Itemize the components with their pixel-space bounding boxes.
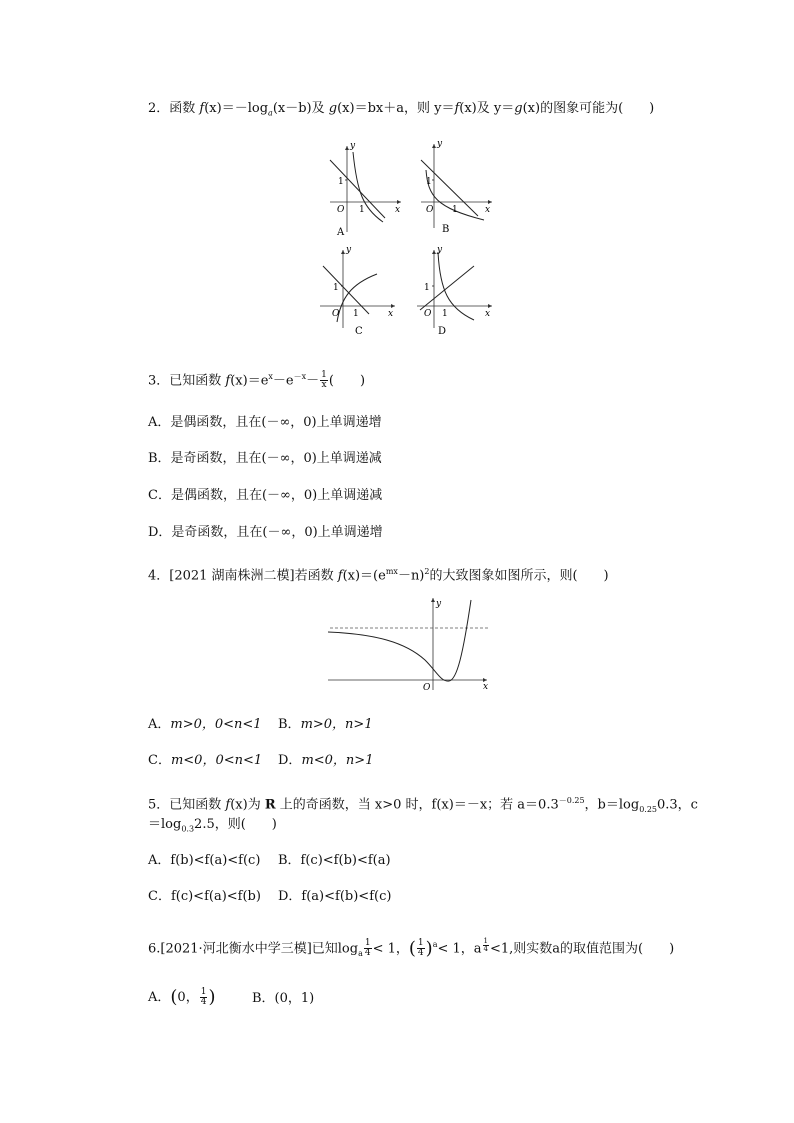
q2-b-label: B xyxy=(442,224,450,235)
q2-graph-a xyxy=(325,140,405,240)
svg-text:y: y xyxy=(346,246,352,255)
svg-text:y: y xyxy=(436,599,442,609)
svg-text:1: 1 xyxy=(333,283,339,293)
svg-text:O: O xyxy=(332,309,340,319)
q2-stem: 2．函数 $f(x)=-\log_a(x-b)$及 g(x)＝bx＋a，则 y＝f(x)及 y＝g(x)的图象可能为( ) xyxy=(148,101,655,118)
svg-text:O: O xyxy=(424,309,432,319)
svg-text:O: O xyxy=(337,205,345,215)
svg-text:y: y xyxy=(350,141,356,151)
svg-text:O: O xyxy=(426,205,434,215)
q4-option-a: A．m>0，0<n<1 xyxy=(148,717,262,732)
q5-option-d: D．f(a)<f(b)<f(c) xyxy=(278,889,392,904)
q4-option-d: D．m<0，n>1 xyxy=(278,753,374,768)
q3-fraction: $\frac{1}{x}$ xyxy=(321,370,327,391)
q3-option-a: A．是偶函数，且在(－∞，0)上单调递增 xyxy=(148,415,382,430)
q3-stem: 3．已知函数 $f(x)=e^x-e^{-x}-$ $\frac{1}{x}$ ( ) xyxy=(148,370,366,391)
svg-text:1: 1 xyxy=(452,205,458,215)
q4-option-c: C．m<0，0<n<1 xyxy=(148,753,263,768)
svg-text:1: 1 xyxy=(426,177,432,187)
q5-stem-line2: $=\log_{0.3}2.5$，则( ) xyxy=(148,817,277,834)
q2-c-label: C xyxy=(355,326,363,337)
svg-text:x: x xyxy=(485,205,491,215)
svg-text:1: 1 xyxy=(359,205,365,215)
q5-option-a: A．f(b)<f(a)<f(c) xyxy=(148,853,261,868)
svg-text:x: x xyxy=(483,682,489,692)
q5-option-c: C．f(c)<f(a)<f(b) xyxy=(148,889,261,904)
q4-graph xyxy=(325,594,495,694)
svg-text:O: O xyxy=(423,683,431,693)
svg-text:1: 1 xyxy=(424,283,430,293)
q6-option-b: B．(0，1) xyxy=(252,991,315,1006)
q3-option-b: B．是奇函数，且在(－∞，0)上单调递减 xyxy=(148,451,382,466)
q3-option-c: C．是偶函数，且在(－∞，0)上单调递减 xyxy=(148,488,383,503)
svg-text:x: x xyxy=(485,309,491,319)
q2-graph-b xyxy=(416,138,496,238)
q6-option-a: A．(0， $\frac{1}{4}$ ) xyxy=(148,986,216,1008)
q2-a-one: 1 xyxy=(338,177,344,187)
q4-option-b: B．m>0，n>1 xyxy=(278,717,373,732)
svg-text:1: 1 xyxy=(442,309,448,319)
q5-stem-line1: 5．已知函数 f(x)为 R 上的奇函数，当 x>0 时，f(x)＝－x；若 $a=0.3^{-0.25}$，$b=\log_{0.25}0.3$，c xyxy=(148,796,698,814)
svg-text:y: y xyxy=(437,139,443,149)
svg-text:y: y xyxy=(437,246,443,255)
q2-graph-c xyxy=(315,246,400,338)
svg-text:1: 1 xyxy=(353,309,359,319)
q2-graph-d xyxy=(412,246,497,338)
q2-d-label: D xyxy=(438,326,447,337)
q3-option-d: D．是奇函数，且在(－∞，0)上单调递增 xyxy=(148,525,383,540)
svg-text:x: x xyxy=(395,205,401,215)
q4-stem: 4．[2021 湖南株洲二模]若函数 $f(x)=(e^{mx}-n)^2$的大致图象如图所示，则( ) xyxy=(148,567,609,584)
q5-option-b: B．f(c)<f(b)<f(a) xyxy=(278,853,391,868)
svg-text:x: x xyxy=(388,309,394,319)
q6-stem: 6.[2021·河北衡水中学三模]已知$\log_a$ $\frac{1}{4}$ < 1，( $\frac{1}{4}$ )$^a$< 1，a $^{\frac{1}{4}}$ <1,则实数a的取值范围为( ) xyxy=(148,936,675,959)
q2-a-label: A xyxy=(337,227,345,238)
